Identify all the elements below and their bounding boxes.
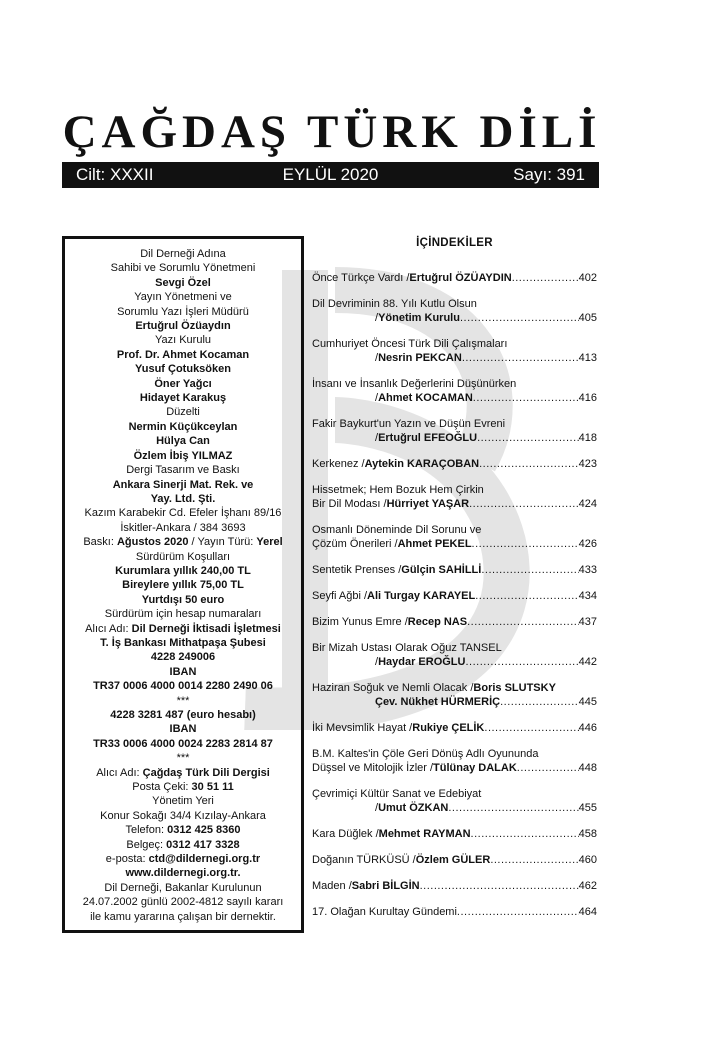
toc-leader-dots — [473, 391, 579, 405]
toc-author: Özlem GÜLER — [415, 854, 491, 866]
toc-article-title: / — [375, 352, 379, 364]
toc-entry-line — [312, 615, 597, 629]
toc-entry-line — [312, 351, 597, 365]
toc-entry-line — [312, 721, 597, 735]
toc-author: Gülçin SAHİLLİ — [401, 564, 482, 576]
toc-article-title: Maden / — [312, 880, 352, 892]
toc-entry-line — [312, 827, 597, 841]
toc-article-title: Seyfi Ağbi / — [312, 590, 368, 602]
toc-entry-line — [312, 417, 597, 431]
imprint-line: Öner Yağcı — [154, 377, 212, 390]
imprint-line — [65, 622, 301, 636]
toc-leader-dots — [484, 721, 578, 735]
toc-leader-dots — [500, 695, 579, 709]
toc-page-number: 418 — [578, 432, 597, 444]
toc-entry-line — [312, 747, 597, 761]
toc-page-number: 458 — [578, 828, 597, 840]
toc-entry — [312, 523, 597, 551]
imprint-line: Kazım Karabekir Cd. Efeler İşhanı 89/16 — [84, 507, 282, 520]
toc-entry-line — [312, 563, 597, 577]
toc-author: Ertuğrul EFEOĞLU — [378, 432, 478, 444]
toc-entry — [312, 615, 597, 629]
toc-entry-line — [312, 761, 597, 775]
toc-entry-line — [312, 853, 597, 867]
toc-article-title: Sentetik Prenses / — [312, 564, 402, 576]
toc-leader-dots — [475, 589, 578, 603]
toc-page-number: 413 — [578, 352, 597, 364]
toc-article-title: Cumhuriyet Öncesi Türk Dili Çalışmaları — [312, 338, 508, 350]
toc-author: Mehmet RAYMAN — [378, 828, 471, 840]
toc-leader-dots — [479, 457, 579, 471]
toc-article-title: 17. Olağan Kurultay Gündemi — [312, 906, 457, 918]
imprint-line: Kurumlara yıllık 240,00 TL — [115, 564, 251, 577]
imprint-line: Sorumlu Yazı İşleri Müdürü — [117, 305, 249, 318]
toc-leader-dots — [462, 351, 579, 365]
issue-number: Sayı: 391 — [513, 165, 585, 184]
imprint-line: T. İş Bankası Mithatpaşa Şubesi — [100, 636, 266, 649]
toc-article-title: / — [375, 802, 379, 814]
toc-leader-dots — [481, 563, 578, 577]
toc-page-number: 402 — [578, 272, 597, 284]
toc-page-number: 437 — [578, 616, 597, 628]
imprint-line: IBAN — [169, 723, 197, 736]
toc-leader-dots — [490, 853, 578, 867]
imprint-line — [65, 838, 301, 852]
imprint-line: İskitler-Ankara / 384 3693 — [120, 521, 246, 534]
toc-article-title: Hissetmek; Hem Bozuk Hem Çirkin — [312, 484, 484, 496]
toc-entry-line — [312, 483, 597, 497]
imprint-line: Hülya Can — [156, 435, 210, 448]
toc-entry-line — [312, 905, 597, 919]
toc-author: Ertuğrul ÖZÜAYDIN — [409, 272, 512, 284]
toc-entry — [312, 563, 597, 577]
imprint-line: Nermin Küçükceylan — [128, 420, 238, 433]
toc-entry — [312, 747, 597, 775]
toc-article-title: Çevrimiçi Kültür Sanat ve Edebiyat — [312, 788, 482, 800]
toc-leader-dots — [471, 827, 579, 841]
imprint-line: Dil Derneği, Bakanlar Kurulunun — [104, 881, 262, 894]
imprint-line: Bireylere yıllık 75,00 TL — [122, 579, 244, 592]
toc-article-title: Bizim Yunus Emre / — [312, 616, 408, 628]
toc-entry — [312, 297, 597, 325]
toc-article-title: Önce Türkçe Vardı / — [312, 272, 410, 284]
imprint-line: ile kamu yararına çalışan bir dernektir. — [90, 910, 276, 923]
toc-leader-dots — [457, 905, 579, 919]
toc-author: Hürriyet YAŞAR — [386, 498, 470, 510]
imprint-line: 4228 249006 — [150, 651, 216, 664]
toc-article-title: Fakir Baykurt'un Yazın ve Düşün Evreni — [312, 418, 506, 430]
imprint-label: Posta Çeki: — [132, 781, 192, 794]
toc-page-number: 405 — [578, 312, 597, 324]
toc-article-title: Kara Düğlek / — [312, 828, 379, 840]
toc-entry — [312, 853, 597, 867]
toc-entry-line — [312, 879, 597, 893]
issue-info-bar — [62, 162, 599, 188]
toc-page-number: 424 — [578, 498, 597, 510]
volume-label: Cilt: XXXII — [76, 165, 154, 184]
toc-author: Aytekin KARAÇOBAN — [364, 458, 480, 470]
toc-entry-line — [312, 431, 597, 445]
toc-entry-line — [312, 311, 597, 325]
imprint-label: Telefon: — [125, 824, 168, 837]
toc-leader-dots — [472, 537, 579, 551]
toc-entry — [312, 721, 597, 735]
imprint-line: TR33 0006 4000 0024 2283 2814 87 — [93, 737, 273, 750]
imprint-line: Düzelti — [166, 406, 200, 419]
toc-entry — [312, 457, 597, 471]
toc-author: Rukiye ÇELİK — [412, 722, 485, 734]
toc-page-number: 445 — [578, 696, 597, 708]
imprint-line: Ertuğrul Özüaydın — [135, 320, 231, 333]
toc-entry-line — [312, 297, 597, 311]
toc-article-title: İnsanı ve İnsanlık Değerlerini Düşünürken — [312, 378, 517, 390]
toc-entry — [312, 271, 597, 285]
toc-author: Ahmet KOCAMAN — [378, 392, 473, 404]
imprint-line: Sürdürüm için hesap numaraları — [104, 608, 262, 621]
toc-entry — [312, 377, 597, 405]
toc-entry-line — [312, 271, 597, 285]
toc-entry-line — [312, 655, 597, 669]
toc-page-number: 460 — [578, 854, 597, 866]
imprint-value: 0312 417 3328 — [166, 838, 240, 851]
toc-leader-dots — [512, 271, 579, 285]
toc-page-number: 462 — [578, 880, 597, 892]
toc-article-title: / — [375, 392, 379, 404]
imprint-line: Yönetim Yeri — [152, 795, 214, 808]
imprint-line: 4228 3281 487 (euro hesabı) — [110, 709, 256, 721]
imprint-label: Belgeç: — [126, 838, 167, 851]
toc-article-title: Düşsel ve Mitolojik İzler / — [312, 762, 434, 774]
imprint-line: *** — [176, 694, 190, 707]
toc-entry-line — [312, 337, 597, 351]
toc-author: Recep NAS — [407, 616, 468, 628]
toc-article-title: Bir Dil Modası / — [312, 498, 387, 510]
imprint-line: Sahibi ve Sorumlu Yönetmeni — [110, 262, 256, 275]
imprint-label: Baskı: — [83, 536, 117, 549]
toc-entry-line — [312, 787, 597, 801]
toc-leader-dots — [465, 655, 578, 669]
imprint-line: Yay. Ltd. Şti. — [150, 492, 216, 505]
toc-article-title: Dil Devriminin 88. Yılı Kutlu Olsun — [312, 298, 477, 310]
toc-list — [312, 271, 597, 919]
imprint-line — [65, 766, 301, 780]
toc-leader-dots — [517, 761, 579, 775]
issue-date: EYLÜL 2020 — [282, 165, 379, 184]
imprint-line — [65, 852, 301, 866]
toc-article-title: İki Mevsimlik Hayat / — [312, 722, 413, 734]
imprint-label: / Yayın Türü: — [188, 536, 257, 549]
imprint-box — [62, 236, 304, 933]
toc-author: Boris SLUTSKY — [473, 682, 556, 694]
toc-article-title: Haziran Soğuk ve Nemli Olacak / — [312, 682, 474, 694]
toc-entry-line — [312, 523, 597, 537]
imprint-line: TR37 0006 4000 0014 2280 2490 06 — [93, 680, 273, 693]
toc-page-number: 464 — [578, 906, 597, 918]
toc-leader-dots — [469, 497, 579, 511]
toc-article-title: Doğanın TÜRKÜSÜ / — [312, 854, 416, 866]
imprint-value: Dil Derneği İktisadi İşletmesi — [131, 622, 281, 635]
toc-page-number: 433 — [578, 564, 597, 576]
toc-entry — [312, 641, 597, 669]
imprint-line: 24.07.2002 günlü 2002-4812 sayılı kararı — [82, 896, 284, 909]
toc-article-title: Kerkenez / — [312, 458, 365, 470]
toc-page-number: 446 — [578, 722, 597, 734]
imprint-line: *** — [176, 752, 190, 765]
toc-entry-line — [312, 681, 597, 695]
imprint-line — [65, 535, 301, 549]
toc-entry — [312, 879, 597, 893]
imprint-line: Yusuf Çotuksöken — [135, 363, 231, 376]
imprint-value: 30 51 11 — [191, 781, 234, 794]
toc-author: Tülünay DALAK — [433, 762, 517, 774]
imprint-label: e-posta: — [105, 853, 149, 866]
imprint-line: Dil Derneği Adına — [140, 248, 226, 260]
toc-page-number: 416 — [578, 392, 597, 404]
toc-author: Sabri BİLGİN — [351, 880, 420, 892]
toc-author: Haydar EROĞLU — [378, 656, 466, 668]
toc-entry-line — [312, 641, 597, 655]
toc-entry-line — [312, 457, 597, 471]
imprint-value: Çağdaş Türk Dili Dergisi — [142, 766, 270, 779]
toc-page-number: 426 — [578, 538, 597, 550]
toc-entry-line — [312, 391, 597, 405]
imprint-line: Prof. Dr. Ahmet Kocaman — [116, 348, 250, 361]
toc-entry — [312, 483, 597, 511]
imprint-line: Ankara Sinerji Mat. Rek. ve — [112, 478, 254, 491]
toc-author: Ali Turgay KARAYEL — [367, 590, 476, 602]
magazine-title: ÇAĞDAŞ TÜRK DİLİ — [62, 106, 602, 158]
toc-entry — [312, 589, 597, 603]
imprint-line: Özlem İbiş YILMAZ — [133, 449, 233, 462]
imprint-line: Sevgi Özel — [155, 276, 211, 289]
toc-author: Yönetim Kurulu — [378, 312, 460, 324]
toc-entry — [312, 787, 597, 815]
toc-leader-dots — [467, 615, 579, 629]
imprint-line: Dergi Tasarım ve Baskı — [126, 464, 240, 477]
toc-title: İÇİNDEKİLER — [416, 237, 493, 249]
toc-page-number: 434 — [578, 590, 597, 602]
toc-article-title: / — [375, 656, 379, 668]
toc-article-title: Osmanlı Döneminde Dil Sorunu ve — [312, 524, 482, 536]
toc-leader-dots — [477, 431, 579, 445]
toc-author: Ahmet PEKEL — [397, 538, 472, 550]
imprint-line: Yazı Kurulu — [154, 334, 212, 347]
toc-entry-line — [312, 377, 597, 391]
toc-entry — [312, 681, 597, 709]
toc-page-number: 423 — [578, 458, 597, 470]
toc-author: Çev. Nükhet HÜRMERİÇ — [375, 696, 501, 708]
toc-entry-line — [312, 497, 597, 511]
toc-article-title: / — [375, 312, 379, 324]
toc-article-title: Bir Mizah Ustası Olarak Oğuz TANSEL — [312, 642, 502, 654]
toc-article-title: B.M. Kaltes'in Çöle Geri Dönüş Adlı Oyununda — [312, 748, 539, 760]
imprint-value: Ağustos 2020 — [116, 536, 189, 549]
toc-article-title: Çözüm Önerileri / — [312, 538, 398, 550]
toc-author: Umut ÖZKAN — [378, 802, 449, 814]
imprint-line: Hidayet Karakuş — [139, 392, 227, 405]
imprint-line: Yayın Yönetmeni ve — [134, 291, 232, 304]
toc-article-title: / — [375, 432, 379, 444]
toc-entry — [312, 417, 597, 445]
imprint-label: Alıcı Adı: — [85, 622, 132, 635]
toc-entry-line — [312, 695, 597, 709]
toc-entry-line — [312, 801, 597, 815]
imprint-value: Yerel — [256, 536, 283, 549]
toc-leader-dots — [460, 311, 579, 325]
toc-entry — [312, 337, 597, 365]
imprint-line: Sürdürüm Koşulları — [135, 550, 231, 563]
imprint-line: Konur Sokağı 34/4 Kızılay-Ankara — [100, 809, 266, 822]
imprint-value: 0312 425 8360 — [167, 824, 241, 837]
toc-entry-line — [312, 589, 597, 603]
imprint-value: ctd@dildernegi.org.tr — [148, 853, 261, 866]
toc-page-number: 442 — [578, 656, 597, 668]
toc-entry-line — [312, 537, 597, 551]
toc-entry — [312, 905, 597, 919]
toc-entry — [312, 827, 597, 841]
table-of-contents — [312, 235, 597, 931]
toc-leader-dots — [420, 879, 579, 893]
toc-leader-dots — [448, 801, 578, 815]
imprint-line: Yurtdışı 50 euro — [141, 593, 225, 606]
imprint-label: Alıcı Adı: — [96, 766, 143, 779]
toc-page-number: 448 — [578, 762, 597, 774]
toc-author: Nesrin PEKCAN — [378, 352, 462, 364]
imprint-line — [65, 823, 301, 837]
imprint-line — [65, 780, 301, 794]
imprint-line: www.dildernegi.org.tr. — [125, 867, 241, 880]
imprint-line: IBAN — [169, 665, 197, 678]
toc-page-number: 455 — [578, 802, 597, 814]
